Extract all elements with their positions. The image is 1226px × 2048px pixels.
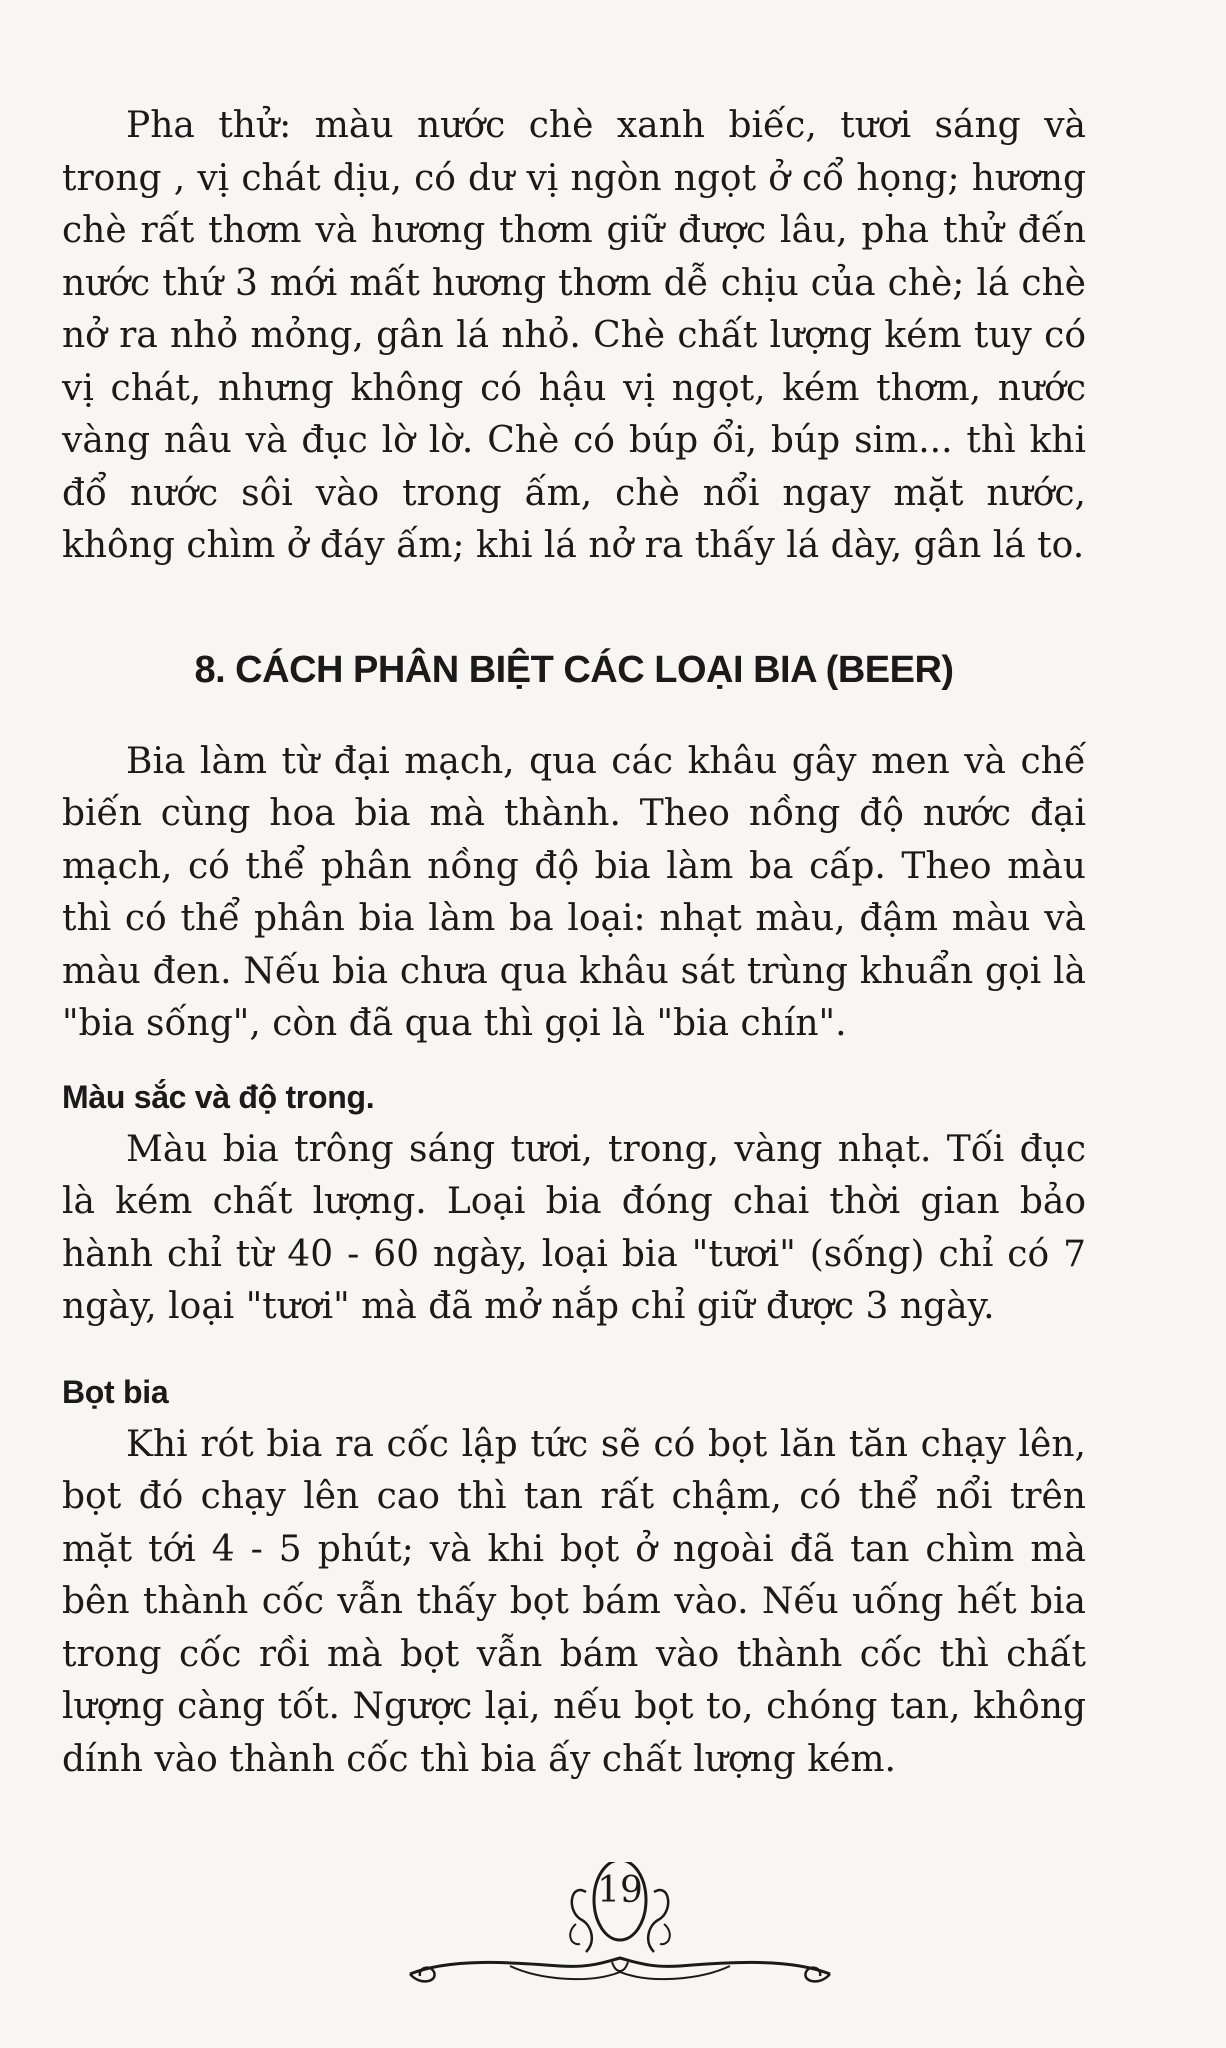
beer-intro-paragraph: Bia làm từ đại mạch, qua các khâu gây men và chế biến cùng hoa bia mà thành. Theo nồng độ nước đại mạch, có thể phân nồng độ bia làm ba cấp. Theo màu thì có thể phân bia làm ba loại: nhạt màu, đậm màu và màu đen. Nếu bia chưa qua khâu sát trùng khuẩn gọi là "bia sống", còn đã qua thì gọi là "bia chín". <box>62 740 1086 1044</box>
section-heading: 8. CÁCH PHÂN BIỆT CÁC LOẠI BIA (BEER) <box>194 648 954 691</box>
page-footer <box>390 1862 850 2012</box>
color-clarity-paragraph: Màu bia trông sáng tươi, trong, vàng nhạt. Tối đục là kém chất lượng. Loại bia đóng chai thời gian bảo hành chỉ từ 40 - 60 ngày, loại bia "tươi" (sống) chỉ có 7 ngày, loại "tươi" mà đã mở nắp chỉ giữ được 3 ngày. <box>62 1128 1086 1327</box>
subheading-foam: Bọt bia <box>62 1373 169 1410</box>
page-number: 19 <box>597 1870 643 1911</box>
foam-paragraph: Khi rót bia ra cốc lập tức sẽ có bọt lăn tăn chạy lên, bọt đó chạy lên cao thì tan rất chậm, có thể nổi trên mặt tới 4 - 5 phút; và khi bọt ở ngoài đã tan chìm mà bên thành cốc vẫn thấy bọt bám vào. Nếu uống hết bia trong cốc rồi mà bọt vẫn bám vào thành cốc thì chất lượng càng tốt. Ngược lại, nếu bọt to, chóng tan, không dính vào thành cốc thì bia ấy chất lượng kém. <box>62 1423 1086 1780</box>
tea-paragraph: Pha thử: màu nước chè xanh biếc, tươi sáng và trong , vị chát dịu, có dư vị ngòn ngọt ở cổ họng; hương chè rất thơm và hương thơm giữ được lâu, pha thử đến nước thứ 3 mới mất hương thơm dễ chịu của chè; lá chè nở ra nhỏ mỏng, gân lá nhỏ. Chè chất lượng kém tuy có vị chát, nhưng không có hậu vị ngọt, kém thơm, nước vàng nâu và đục lờ lờ. Chè có búp ổi, búp sim... thì khi đổ nước sôi vào trong ấm, chè nổi ngay mặt nước, không chìm ở đáy ấm; khi lá nở ra thấy lá dày, gân lá to. <box>62 105 1086 566</box>
subheading-color-clarity: Màu sắc và độ trong. <box>62 1078 375 1115</box>
